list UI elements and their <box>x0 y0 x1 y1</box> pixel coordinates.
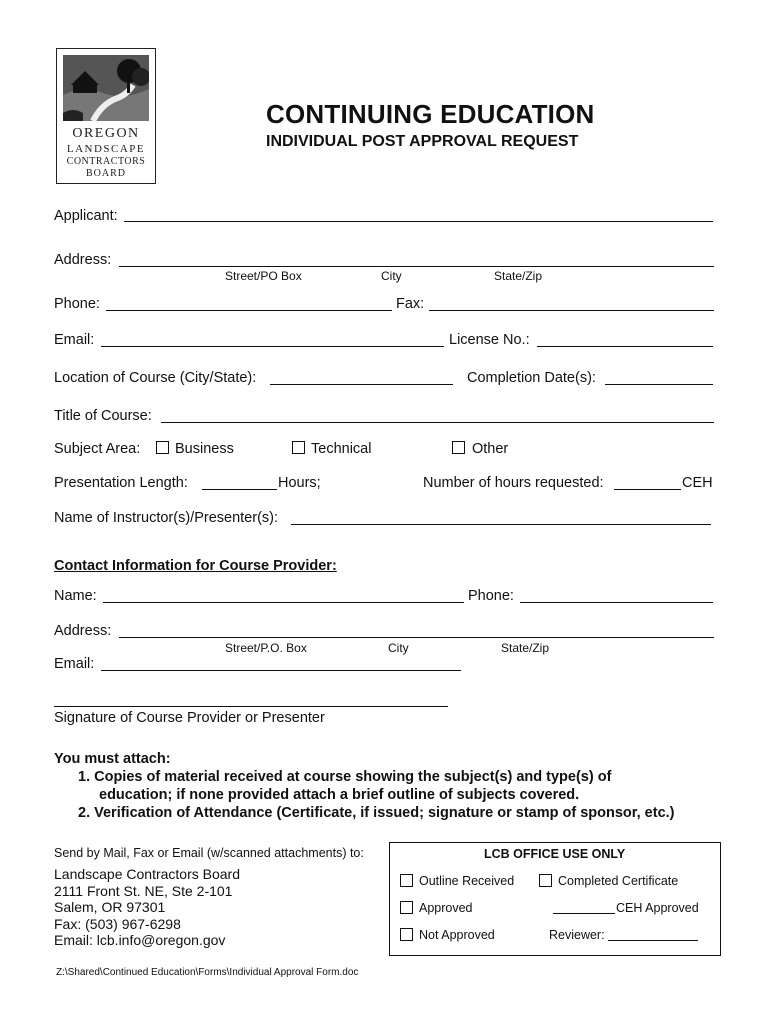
fax-label: Fax: <box>396 296 425 312</box>
instructor-field[interactable] <box>291 524 711 525</box>
license-label: License No.: <box>449 332 530 348</box>
hours-requested-label: Number of hours requested: <box>423 475 604 491</box>
approved-checkbox[interactable] <box>400 901 413 914</box>
provider-heading: Contact Information for Course Provider: <box>54 558 337 574</box>
completion-label: Completion Date(s): <box>467 370 596 386</box>
signature-field[interactable] <box>54 706 448 707</box>
ceh-approved-label: CEH Approved <box>616 901 699 915</box>
logo-oregon: OREGON <box>72 126 140 141</box>
provider-email-label: Email: <box>54 656 95 672</box>
outline-received-checkbox[interactable] <box>400 874 413 887</box>
attach-item-2: 2. Verification of Attendance (Certificate, if issued; signature or stamp of sponsor, etc.) <box>78 805 675 821</box>
location-label: Location of Course (City/State): <box>54 370 257 386</box>
hours-requested-field[interactable] <box>614 489 681 490</box>
reviewer-label: Reviewer: <box>549 928 605 942</box>
email-label: Email: <box>54 332 95 348</box>
provider-email-field[interactable] <box>101 670 461 671</box>
provider-address-sub-city: City <box>388 641 409 655</box>
send-line-4: Fax: (503) 967-6298 <box>54 916 181 932</box>
send-line-1: Landscape Contractors Board <box>54 866 240 882</box>
reviewer-field[interactable] <box>608 940 698 941</box>
office-heading: LCB OFFICE USE ONLY <box>484 847 626 861</box>
address-field[interactable] <box>119 266 714 267</box>
form-subtitle: INDIVIDUAL POST APPROVAL REQUEST <box>266 133 579 150</box>
completed-certificate-label: Completed Certificate <box>558 874 679 888</box>
email-field[interactable] <box>101 346 444 347</box>
presentation-length-field[interactable] <box>202 489 277 490</box>
course-title-label: Title of Course: <box>54 408 152 424</box>
provider-phone-label: Phone: <box>468 588 514 604</box>
subject-technical-checkbox[interactable] <box>292 441 305 454</box>
completion-field[interactable] <box>605 384 713 385</box>
applicant-field[interactable] <box>124 221 713 222</box>
hours-suffix: Hours; <box>278 475 321 491</box>
provider-address-sub-street: Street/P.O. Box <box>225 641 307 655</box>
provider-address-sub-statezip: State/Zip <box>501 641 550 655</box>
provider-name-label: Name: <box>54 588 97 604</box>
attach-heading: You must attach: <box>54 751 171 767</box>
location-field[interactable] <box>270 384 453 385</box>
applicant-label: Applicant: <box>54 208 118 224</box>
not-approved-checkbox[interactable] <box>400 928 413 941</box>
send-intro: Send by Mail, Fax or Email (w/scanned attachments) to: <box>54 846 364 860</box>
address-sub-street: Street/PO Box <box>225 269 302 283</box>
presentation-length-label: Presentation Length: <box>54 475 188 491</box>
phone-label: Phone: <box>54 296 100 312</box>
subject-business-label: Business <box>175 441 234 457</box>
provider-address-field[interactable] <box>119 637 714 638</box>
subject-label: Subject Area: <box>54 441 141 457</box>
attach-item-1-cont: education; if none provided attach a brief outline of subjects covered. <box>99 787 580 803</box>
attach-item-1: 1. Copies of material received at course showing the subject(s) and type(s) of <box>78 769 612 785</box>
instructor-label: Name of Instructor(s)/Presenter(s): <box>54 510 278 526</box>
send-line-3: Salem, OR 97301 <box>54 899 166 915</box>
provider-phone-field[interactable] <box>520 602 713 603</box>
outline-received-label: Outline Received <box>419 874 515 888</box>
logo-board: BOARD <box>85 168 126 179</box>
subject-other-label: Other <box>472 441 509 457</box>
send-line-5: Email: lcb.info@oregon.gov <box>54 932 226 948</box>
logo-landscape: LANDSCAPE <box>66 143 146 155</box>
logo-contractors: CONTRACTORS <box>66 156 146 167</box>
not-approved-label: Not Approved <box>419 928 495 942</box>
landscape-logo-icon <box>63 55 149 121</box>
address-sub-city: City <box>381 269 402 283</box>
subject-technical-label: Technical <box>311 441 372 457</box>
board-logo <box>56 48 156 184</box>
completed-certificate-checkbox[interactable] <box>539 874 552 887</box>
ceh-suffix: CEH <box>682 475 713 491</box>
subject-other-checkbox[interactable] <box>452 441 465 454</box>
address-sub-statezip: State/Zip <box>494 269 543 283</box>
address-label: Address: <box>54 252 112 268</box>
approved-label: Approved <box>419 901 473 915</box>
file-path-footer: Z:\Shared\Continued Education\Forms\Individual Approval Form.doc <box>56 967 359 978</box>
form-title: CONTINUING EDUCATION <box>266 99 595 129</box>
subject-business-checkbox[interactable] <box>156 441 169 454</box>
provider-address-label: Address: <box>54 623 112 639</box>
provider-name-field[interactable] <box>103 602 464 603</box>
signature-label: Signature of Course Provider or Presenter <box>54 710 325 726</box>
license-field[interactable] <box>537 346 713 347</box>
phone-field[interactable] <box>106 310 392 311</box>
ceh-approved-field[interactable] <box>553 913 615 914</box>
send-line-2: 2111 Front St. NE, Ste 2-101 <box>54 883 233 899</box>
fax-field[interactable] <box>429 310 714 311</box>
course-title-field[interactable] <box>161 422 714 423</box>
